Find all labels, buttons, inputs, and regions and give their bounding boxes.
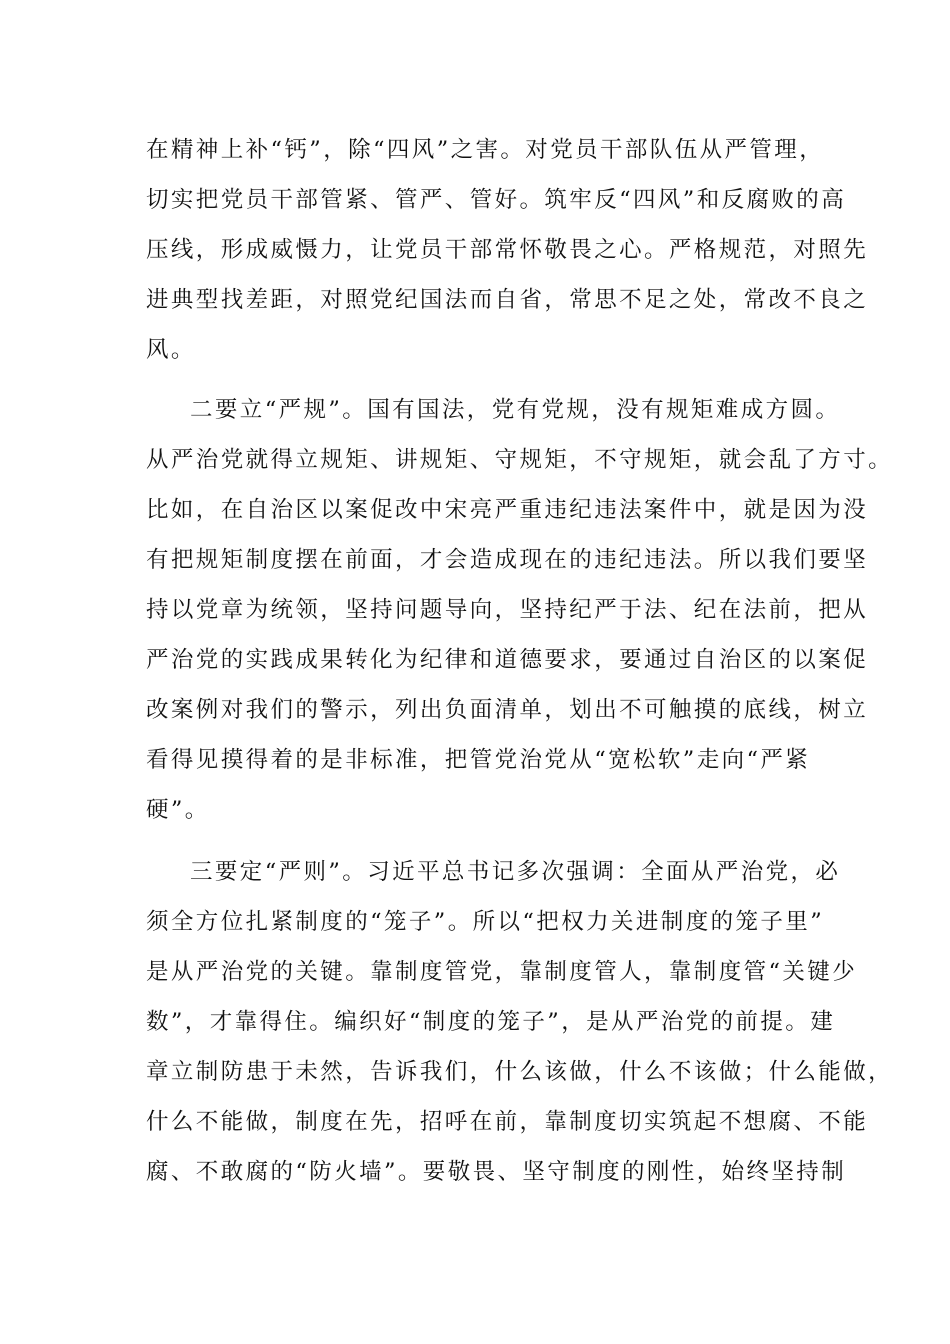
paragraph-line: 进典型找差距，对照党纪国法而自省，常思不足之处，常改不良之 — [146, 287, 869, 313]
paragraph-line: 切实把党员干部管紧、管严、管好。筑牢反“四风”和反腐败的高 — [146, 187, 847, 213]
paragraph-line: 改案例对我们的警示，列出负面清单，划出不可触摸的底线，树立 — [146, 697, 869, 723]
paragraph-line: 持以党章为统领，坚持问题导向，坚持纪严于法、纪在法前，把从 — [146, 597, 869, 623]
paragraph-line: 从严治党就得立规矩、讲规矩、守规矩，不守规矩，就会乱了方寸。 — [146, 447, 894, 473]
paragraph-line: 压线，形成威慑力，让党员干部常怀敬畏之心。严格规范，对照先 — [146, 237, 869, 263]
paragraph-line: 什么不能做，制度在先，招呼在前，靠制度切实筑起不想腐、不能 — [146, 1109, 869, 1135]
paragraph-line: 腐、不敢腐的“防火墙”。要敬畏、坚守制度的刚性，始终坚持制 — [146, 1159, 847, 1185]
paragraph-line: 看得见摸得着的是非标准，把管党治党从“宽松软”走向“严紧 — [146, 747, 811, 773]
paragraph-line: 数”，才靠得住。编织好“制度的笼子”，是从严治党的前提。建 — [146, 1009, 836, 1035]
paragraph-line: 章立制防患于未然，告诉我们，什么该做，什么不该做；什么能做， — [146, 1059, 894, 1085]
paragraph-line: 二要立“严规”。国有国法，党有党规，没有规矩难成方圆。 — [190, 397, 841, 423]
paragraph-line: 风。 — [146, 337, 196, 363]
paragraph-line: 是从严治党的关键。靠制度管党，靠制度管人，靠制度管“关键少 — [146, 959, 858, 985]
paragraph-line: 须全方位扎紧制度的“笼子”。所以“把权力关进制度的笼子里” — [146, 909, 825, 935]
paragraph-line: 比如，在自治区以案促改中宋亮严重违纪违法案件中，就是因为没 — [146, 497, 869, 523]
paragraph-line: 三要定“严则”。习近平总书记多次强调：全面从严治党，必 — [190, 859, 841, 885]
paragraph-line: 有把规矩制度摆在前面，才会造成现在的违纪违法。所以我们要坚 — [146, 547, 869, 573]
paragraph-line: 严治党的实践成果转化为纪律和道德要求，要通过自治区的以案促 — [146, 647, 869, 673]
paragraph-line: 在精神上补“钙”，除“四风”之害。对党员干部队伍从严管理， — [146, 137, 825, 163]
paragraph-line: 硬”。 — [146, 797, 210, 823]
